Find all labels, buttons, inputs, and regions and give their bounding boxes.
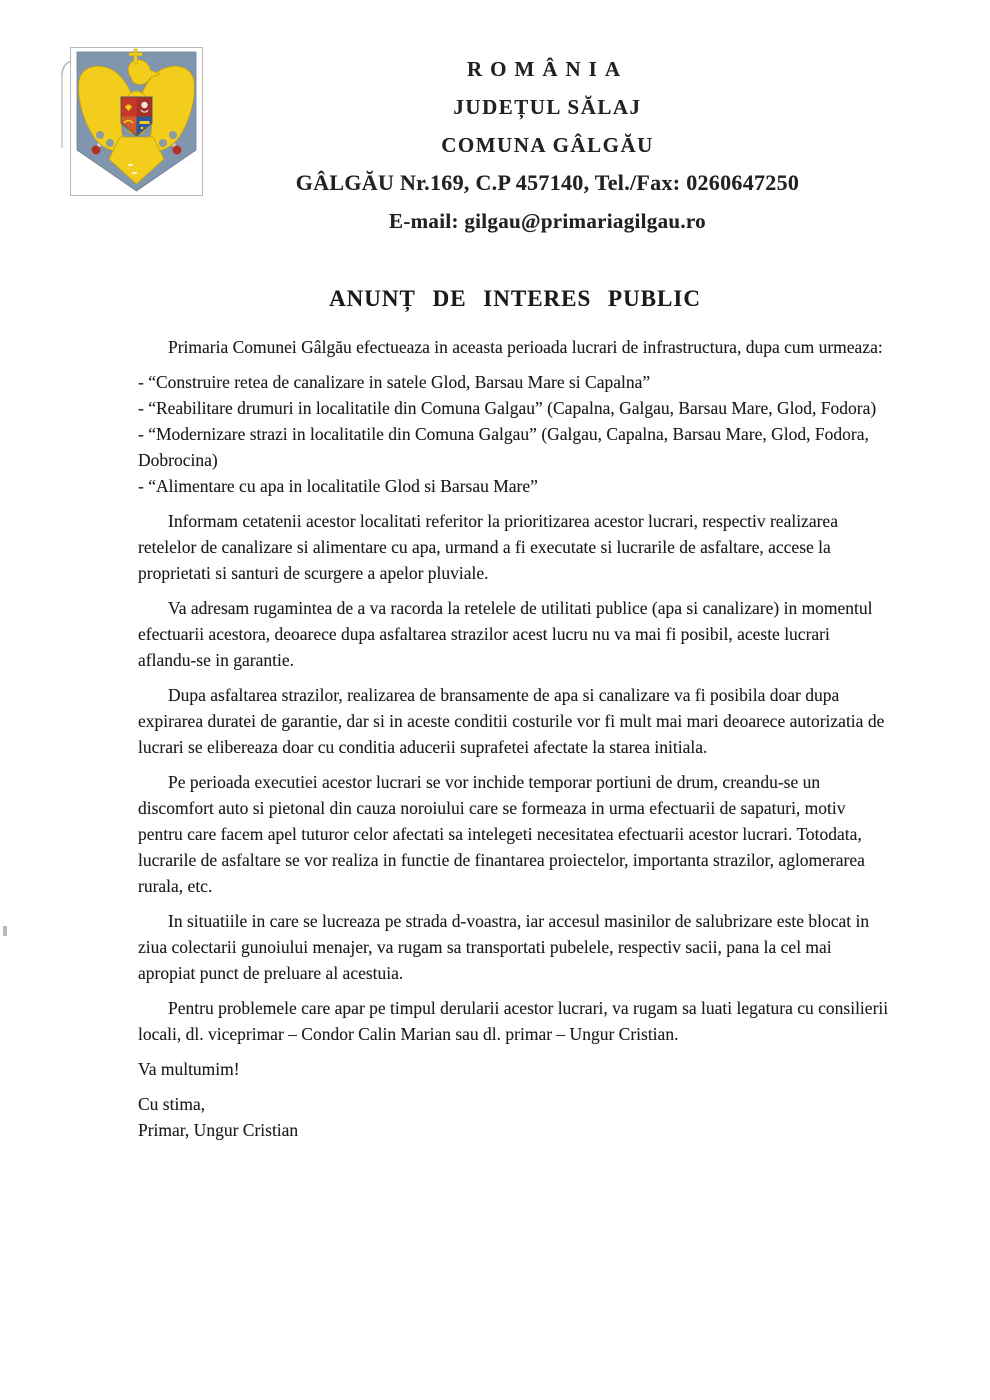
list-item: - “Reabilitare drumuri in localitatile din Comuna Galgau” (Capalna, Galgau, Barsau Mare, Glod, Fodora): [138, 398, 877, 418]
scan-artifact: [3, 926, 7, 936]
address-line: GÂLGĂU Nr.169, C.P 457140, Tel./Fax: 0260647250: [295, 170, 800, 195]
list-item: - “Construire retea de canalizare in satele Glod, Barsau Mare si Capalna”: [138, 372, 651, 392]
letterhead: [215, 50, 880, 240]
closing-salutation: Cu stima,: [138, 1094, 206, 1114]
body-paragraph: Va adresam rugamintea de a va racorda la retelele de utilitati publice (apa si canalizare) in momentul efectuarii acestora, deoarece dupa asfaltarea strazilor acest lucru nu va mai fi posibil, aceste lucrari aflandu-se in garantie.: [138, 598, 873, 670]
body-paragraph: Pe perioada executiei acestor lucrari se vor inchide temporar portiuni de drum, creandu-se un discomfort auto si pietonal din cauza noroiului care se formeaza in urma efectuarii de sapaturi, motiv pentru care facem apel tuturor celor afectati sa intelegeti necesitatea efectuarii acestor lucrari. Totodata, lucrarile de asfaltare se vor realiza in functie de finantarea proiectelor, importanta strazilor, aglomerarea rurala, etc.: [138, 772, 865, 896]
commune-name: COMUNA GÂLGĂU: [441, 133, 654, 157]
list-item: - “Alimentare cu apa in localitatile Glod si Barsau Mare”: [138, 476, 538, 496]
body-paragraph: In situatiile in care se lucreaza pe strada d-voastra, iar accesul masinilor de salubrizare este blocat in ziua colectarii gunoiului menajer, va rugam sa transportati pubelele, respectiv sacii, pana la cel mai apropiat punct de preluare al acestuia.: [138, 911, 870, 983]
country-name: ROMÂNIA: [467, 57, 628, 81]
romania-coat-of-arms-icon: [70, 47, 203, 196]
county-name: JUDEȚUL SĂLAJ: [453, 95, 642, 119]
thanks-line: Va multumim!: [138, 1059, 240, 1079]
email-line: E-mail: gilgau@primariagilgau.ro: [389, 209, 706, 233]
body-paragraph: Informam cetatenii acestor localitati referitor la prioritizarea acestor lucrari, respectiv realizarea retelelor de canalizare si alimentare cu apa, urmand a fi executate si lucrarile de asfaltare, accese la proprietati si santuri de scurgere a apelor pluviale.: [138, 511, 838, 583]
document-title: ANUNȚ DE INTERES PUBLIC: [329, 286, 701, 311]
works-list: [138, 369, 892, 499]
list-item: - “Modernizare strazi in localitatile din Comuna Galgau” (Galgau, Capalna, Barsau Mare, Glod, Fodora, Dobrocina): [138, 424, 869, 470]
body-paragraph: Pentru problemele care apar pe timpul derularii acestor lucrari, va rugam sa luati legatura cu consilierii locali, dl. viceprimar – Condor Calin Marian sau dl. primar – Ungur Cristian.: [138, 998, 889, 1044]
closing-block: [138, 1091, 892, 1143]
document-body: [138, 284, 892, 1143]
intro-paragraph: Primaria Comunei Gâlgău efectueaza in aceasta perioada lucrari de infrastructura, dupa cum urmeaza:: [168, 337, 883, 357]
body-paragraph: Dupa asfaltarea strazilor, realizarea de bransamente de apa si canalizare va fi posibila doar dupa expirarea duratei de garantie, dar si in aceste conditii costurile vor fi mult mai mari deoarece autorizatia de lucrari se elibereaza doar cu conditia aducerii suprafetei afectate la starea initiala.: [138, 685, 885, 757]
closing-signature: Primar, Ungur Cristian: [138, 1120, 299, 1140]
